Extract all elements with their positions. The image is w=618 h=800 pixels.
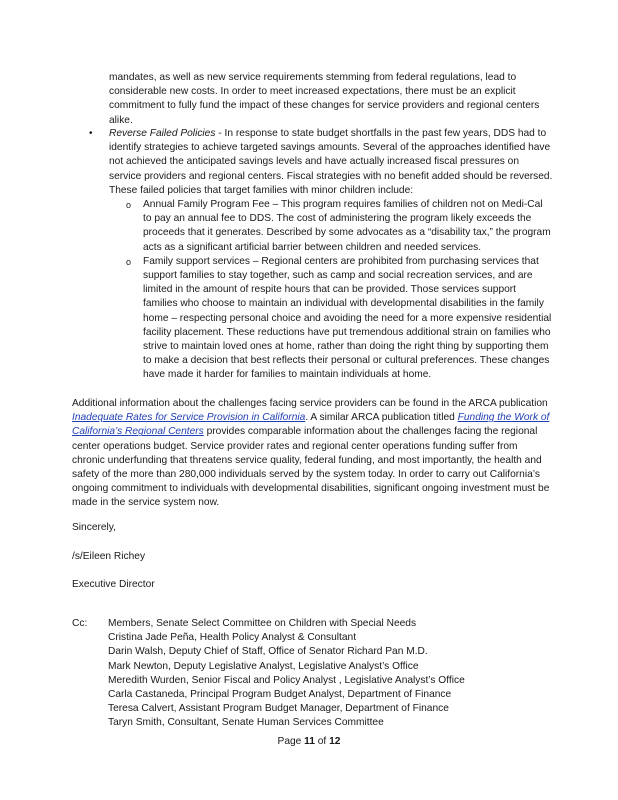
sub-item-annual-family-program-fee (109, 198, 553, 255)
closing: Sincerely, (72, 522, 116, 533)
sub-list (109, 198, 553, 383)
cc-recipient: Meredith Wurden, Senior Fiscal and Policy Analyst , Legislative Analyst’s Office (108, 674, 465, 686)
paragraph-part-3: provides comparable information about the challenges facing the regional center operations budget. Service provider rates and regional center operations funding suffer from chronic underfunding that threatens service quality, federal funding, and most importantly, the health and safety of the more than 280,000 individuals served by the system today. In order to carry out California’s ongoing commitment to individuals with developmental disabilities, significant ongoing investment must be made in the service system now. (72, 426, 550, 509)
sub-item-text: Annual Family Program Fee – This program requires families of children not on Medi-Cal to pay an annual fee to DDS. The cost of administering the program likely exceeds the proceeds that it generates. Described by some advocates as a “disability tax,” the program acts as a significant artificial barrier between children and needed services. (143, 199, 551, 253)
additional-info-paragraph (72, 397, 553, 511)
page-current: 11 (304, 736, 315, 747)
bullet-text: - In response to state budget shortfalls in the past few years, DDS had to identify strategies to achieve targeted savings amounts. Several of the approaches identified have not achieved the anticipated savings levels and have actually increased fiscal pressures on service providers and regional centers. Fiscal strategies with no benefit added should be reversed. These failed policies that target families with minor children include: (109, 128, 553, 196)
cc-list (108, 617, 548, 731)
page-word: Page (277, 736, 305, 747)
cc-recipient: Cristina Jade Peña, Health Policy Analyst & Consultant (108, 632, 357, 644)
bullet-title: Reverse Failed Policies (109, 128, 216, 139)
of-word: of (314, 736, 330, 747)
funding-regional-centers-link[interactable]: Funding the Work of California’s Regional Centers (72, 412, 550, 438)
cc-recipient: Carla Castaneda, Principal Program Budget Analyst, Department of Finance (108, 689, 452, 701)
paragraph-part-2: . A similar ARCA publication titled (305, 412, 458, 424)
cc-recipient: Taryn Smith, Consultant, Senate Human Services Committee (108, 717, 384, 729)
bullet-marker (89, 127, 109, 383)
bullet-item-reverse-failed-policies (89, 127, 553, 383)
signer-title: Executive Director (72, 579, 155, 590)
continuation-paragraph: mandates, as well as new service requirements stemming from federal regulations, lead to considerable new costs. In order to meet increased expectations, there must be an explicit commitment to fully fund the impact of these changes for service providers and regional centers alike. (109, 72, 540, 126)
paragraph-part-1: Additional information about the challenges facing service providers can be found in the ARCA publication (72, 398, 548, 409)
page-footer (0, 735, 618, 749)
cc-recipient: Mark Newton, Deputy Legislative Analyst, Legislative Analyst’s Office (108, 660, 419, 672)
bullet-paragraph (109, 127, 553, 198)
cc-label: Cc: (72, 618, 88, 629)
sub-bullet-marker (109, 198, 143, 255)
sub-item-text: Family support services – Regional centers are prohibited from purchasing services that support families to stay together, such as camp and social recreation services, and are limited in the amount of respite hours that can be provided. Those services support families who choose to maintain an individual with developmental disabilities in the family home – respecting personal choice and avoiding the need for a more expensive residential facility placement. These reductions have put tremendous additional strain on families who strive to maintain loved ones at home, rather than doing the right thing by supporting them to make a decision that best reflects their personal or cultural preferences. These changes have made it harder for families to maintain individuals at home. (143, 255, 552, 381)
cc-recipient: Members, Senate Select Committee on Children with Special Needs (108, 618, 417, 629)
sub-bullet-marker (109, 255, 143, 383)
page-total: 12 (329, 736, 341, 747)
cc-recipient: Darin Walsh, Deputy Chief of Staff, Office of Senator Richard Pan M.D. (108, 646, 428, 658)
cc-recipient: Teresa Calvert, Assistant Program Budget Manager, Department of Finance (108, 703, 449, 715)
bullet-body (109, 127, 553, 383)
inadequate-rates-link[interactable]: Inadequate Rates for Service Provision in California (72, 412, 306, 424)
signature: /s/Eileen Richey (72, 551, 146, 562)
sub-item-family-support-services (109, 255, 553, 383)
